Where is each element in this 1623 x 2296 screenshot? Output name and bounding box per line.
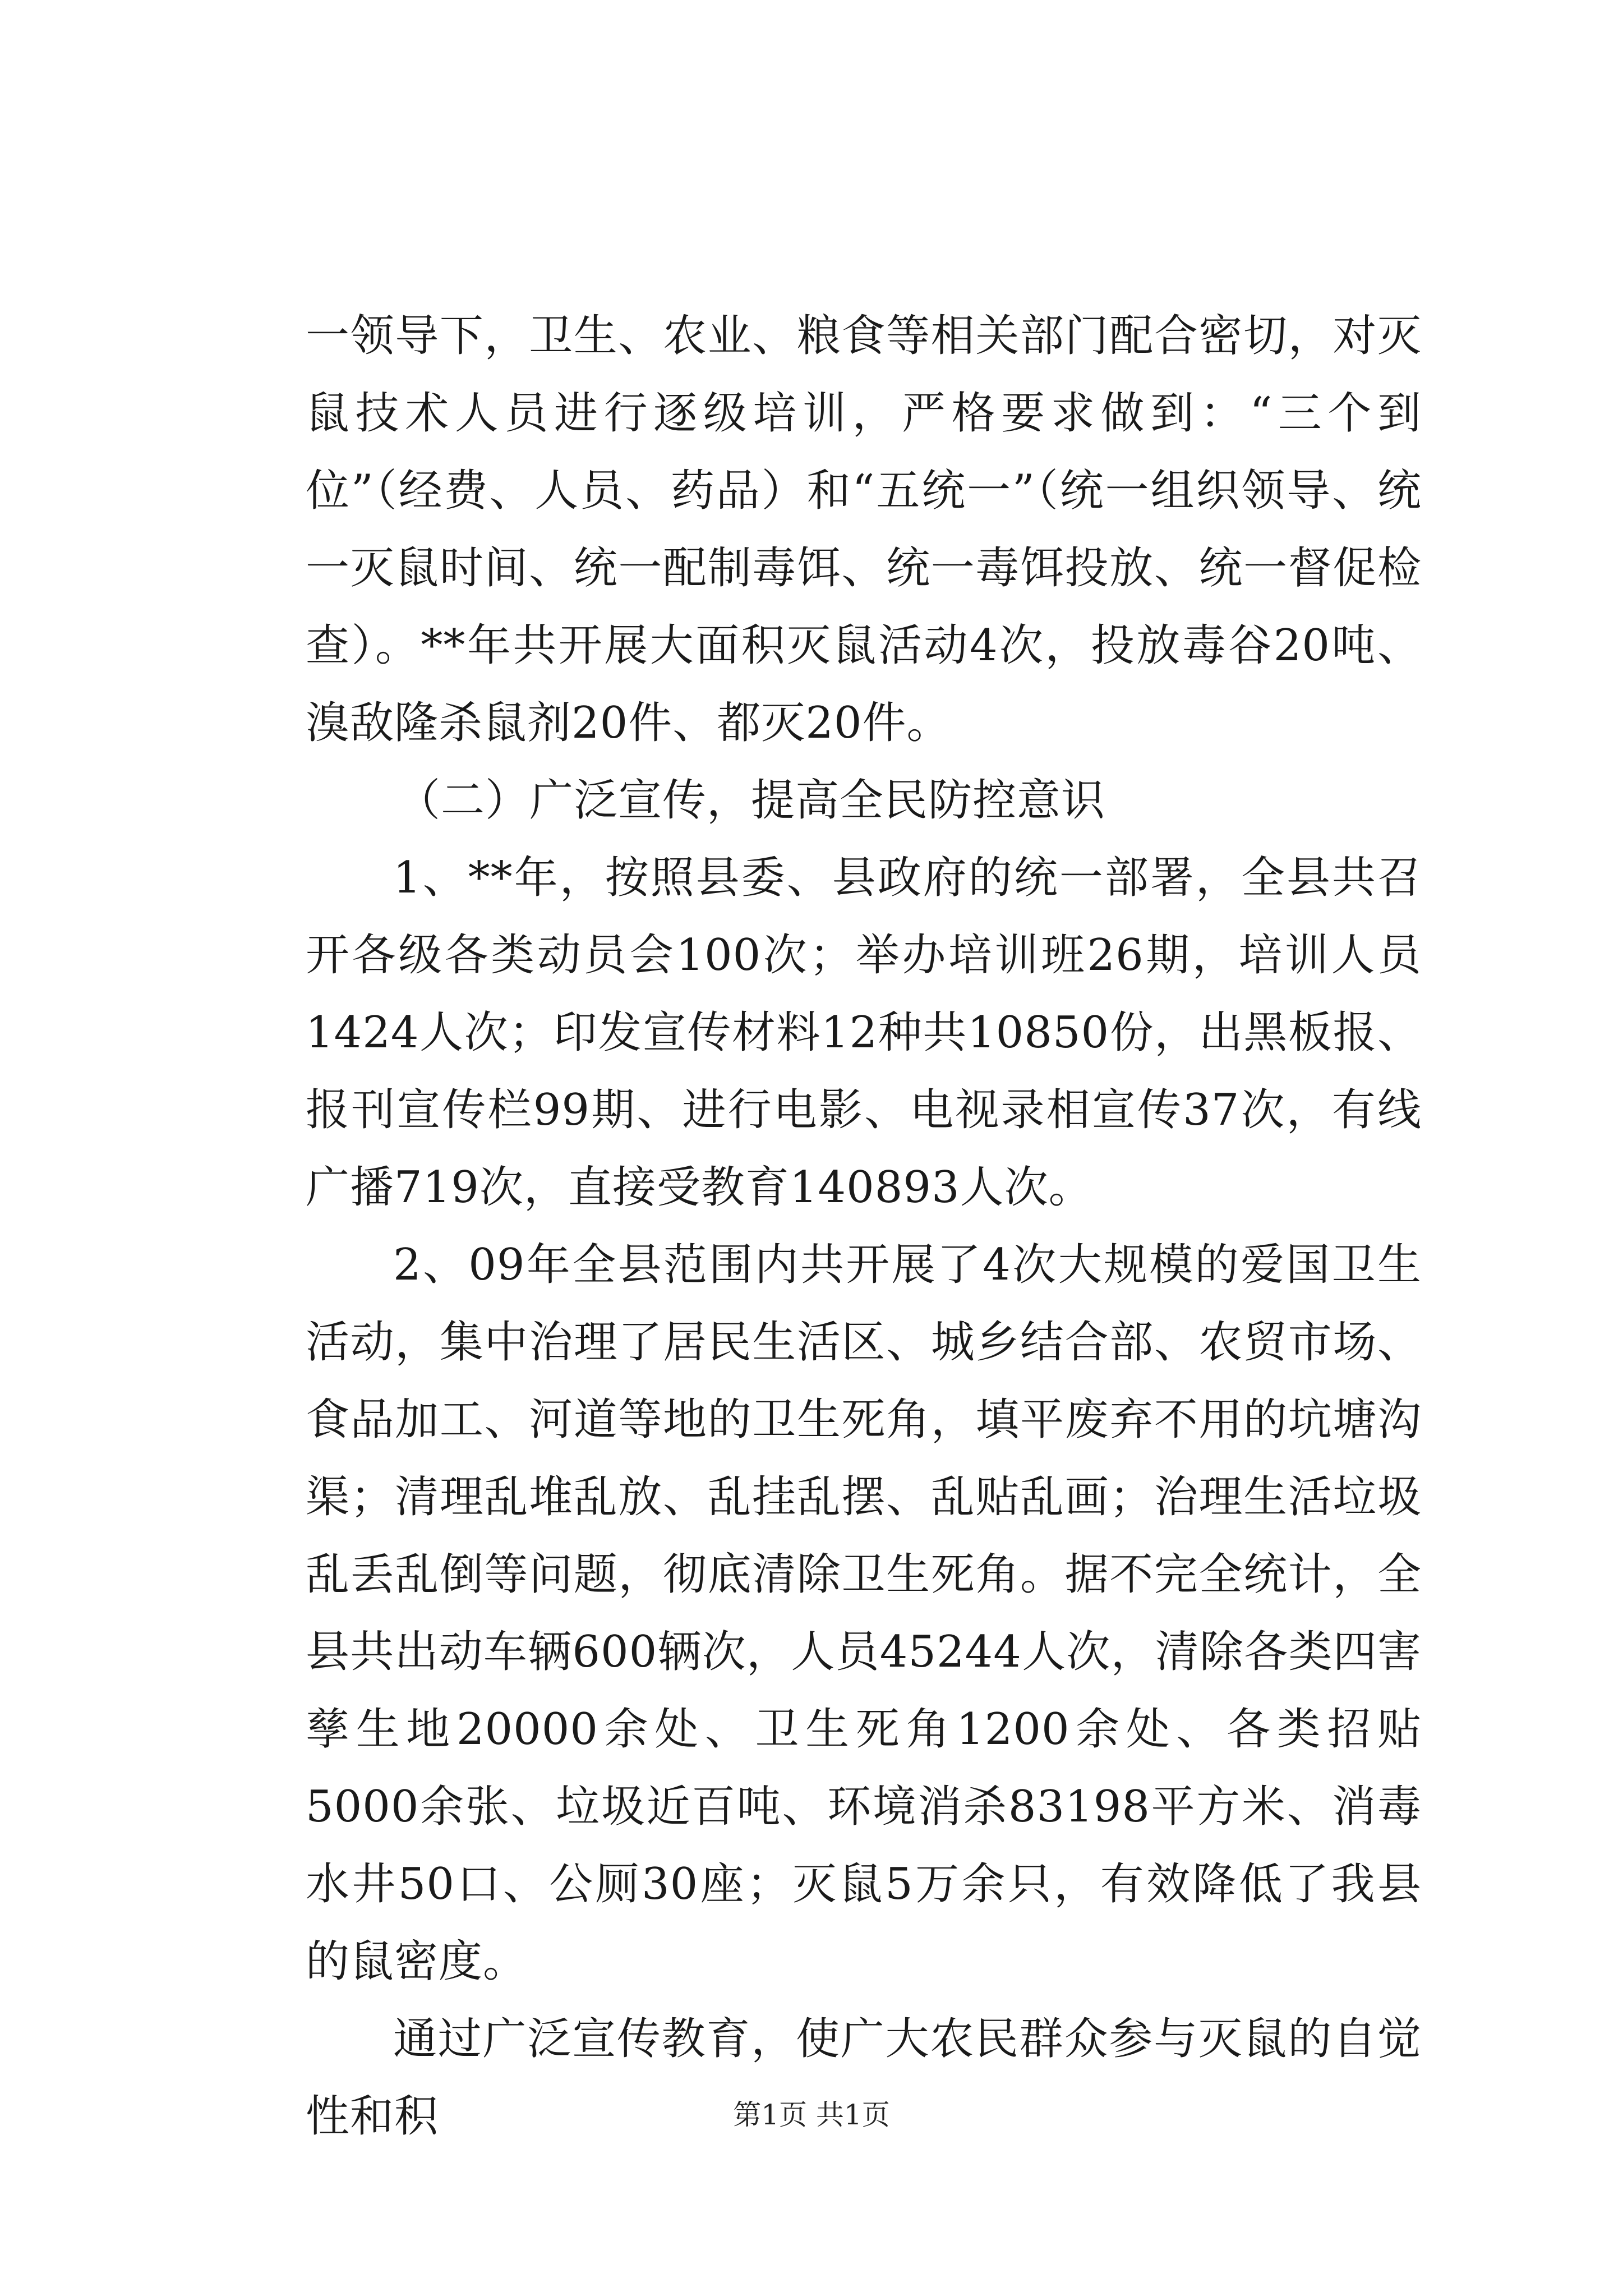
paragraph-closing: 通过广泛宣传教育，使广大农民群众参与灭鼠的自觉性和积 (306, 2014, 1422, 2142)
document-body (306, 297, 1422, 2155)
page-footer: 第1页 共1页 (733, 2099, 890, 2131)
section-heading: （二）广泛宣传，提高全民防控意识 (396, 775, 1106, 826)
paragraph-continuation: 一领导下，卫生、农业、粮食等相关部门配合密切，对灭鼠技术人员进行逐级培训，严格要求做到：“三个到位”（经费、人员、药品）和“五统一”（统一组织领导、统一灭鼠时间、统一配制毒饵、统一毒饵投放、统一督促检查）。**年共开展大面积灭鼠活动4次，投放毒谷20吨、溴敌隆杀鼠剂20件、都灭20件。 (306, 311, 1422, 748)
paragraph-item-2: 2、09年全县范围内共开展了4次大规模的爱国卫生活动，集中治理了居民生活区、城乡结合部、农贸市场、食品加工、河道等地的卫生死角，填平废弃不用的坑塘沟渠；清理乱堆乱放、乱挂乱摆、乱贴乱画；治理生活垃圾乱丢乱倒等问题，彻底清除卫生死角。据不完全统计，全县共出动车辆600辆次，人员45244人次，清除各类四害孳生地20000余处、卫生死角1200余处、各类招贴5000余张、垃圾近百吨、环境消杀83198平方米、消毒水井50口、公厕30座；灭鼠5万余只，有效降低了我县的鼠密度。 (306, 1240, 1422, 1987)
paragraph-item-1: 1、**年，按照县委、县政府的统一部署，全县共召开各级各类动员会100次；举办培训班26期，培训人员1424人次；印发宣传材料12种共10850份，出黑板报、报刊宣传栏99期、进行电影、电视录相宣传37次，有线广播719次，直接受教育140893人次。 (306, 853, 1422, 1213)
